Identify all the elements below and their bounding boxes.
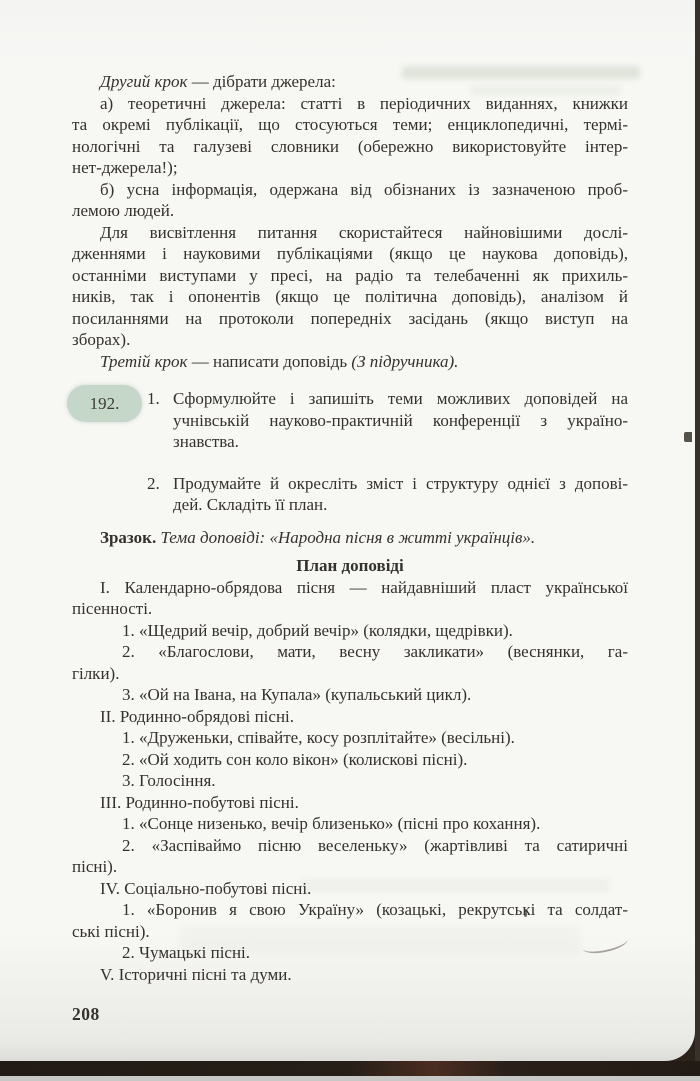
text-line: 2. «Благослови, мати, весну закликати» (веснянки, га- xyxy=(122,642,628,661)
item-number: 2. xyxy=(147,473,160,493)
text-line: гілки). xyxy=(72,663,120,683)
text-line: ІІІ. Родинно-побутові пісні. xyxy=(100,792,299,812)
text-line: та окремі публікації, що стосуються теми; енциклопедичні, термі- xyxy=(72,115,628,134)
scanner-background-strip xyxy=(0,1076,700,1081)
scan-edge-mark xyxy=(684,432,692,442)
text-line: 1. «Сонце низенько, вечір близенько» (пісні про кохання). xyxy=(122,814,541,833)
exercise-192 xyxy=(72,388,628,516)
text-line: 1. «Друженьки, співайте, косу розплітайте» (весільні). xyxy=(122,728,515,747)
text-line: І. Календарно-обрядова пісня — найдавніший пласт української xyxy=(100,577,628,597)
text-line: зборах). xyxy=(72,330,131,349)
exercise-items xyxy=(147,388,628,516)
text-line: 2. «Ой ходить сон коло вікон» (колискові пісні). xyxy=(122,749,468,769)
text-line: б) усна інформація, одержана від обізнаних із зазначеною проб- xyxy=(100,179,628,199)
page-number: 208 xyxy=(72,1004,100,1024)
text-line: лемою людей. xyxy=(72,201,175,220)
text-line: посиланнями на протоколи попередніх засідань (якщо виступ на xyxy=(72,308,628,328)
text-line: дженнями і науковими публікаціями (якщо це наукова доповідь), xyxy=(72,244,628,263)
text-line: пісні). xyxy=(72,857,118,876)
text-line: 1. «Щедрий вечір, добрий вечір» (колядки, щедрівки). xyxy=(122,620,513,640)
text-line: ників, так і опонентів (якщо це політична доповідь), аналізом й xyxy=(72,287,628,306)
scan-edge-right xyxy=(695,0,700,1061)
sample-answer-line xyxy=(72,527,628,549)
text-line: нологічні та галузеві словники (обережно використовуйте інтер- xyxy=(72,136,628,156)
text-line: останніми виступами у пресі, на радіо та телебаченні як прихиль- xyxy=(72,265,628,285)
plan-text xyxy=(72,577,628,986)
text-line: 2. Чумацькі пісні. xyxy=(122,943,251,962)
text-line: 2. «Заспіваймо пісню веселеньку» (жартівливі та сатиричні xyxy=(122,835,628,855)
exercise-item xyxy=(147,388,628,453)
text-line: а) теоретичні джерела: статті в періодичних виданнях, книжки xyxy=(100,93,628,113)
text-line: ські пісні). xyxy=(72,921,150,941)
text-line: пісенності. xyxy=(72,599,153,618)
text-line: ІІ. Родинно-обрядові пісні. xyxy=(100,706,295,726)
text-line: Зразок. Тема доповіді: «Народна пісня в житті українців». xyxy=(100,527,536,547)
book-edge-bar xyxy=(0,1061,700,1076)
text-line: 3. «Ой на Івана, на Купала» (купальський цикл). xyxy=(122,685,472,704)
text-line: дей. Складіть її план. xyxy=(173,495,328,514)
intro-text xyxy=(72,71,628,372)
text-line: знавства. xyxy=(173,432,239,451)
item-number: 1. xyxy=(147,389,160,408)
text-line: Для висвітлення питання скористайтеся найновішими дослі- xyxy=(100,222,628,242)
exercise-item xyxy=(147,473,628,516)
plan-title: План доповіді xyxy=(296,556,404,575)
text-line: V. Історичні пісні та думи. xyxy=(100,964,292,984)
text-line: IV. Соціально-побутові пісні. xyxy=(100,878,312,898)
text-line: Продумайте й окресліть зміст і структуру однієї з допові- xyxy=(173,473,628,493)
text-line: нет-джерела!); xyxy=(72,158,178,177)
text-line: 3. Голосіння. xyxy=(122,771,216,790)
text-line: Сформулюйте і запишіть теми можливих доповідей на xyxy=(173,389,628,408)
text-line: 1. «Боронив я свою Україну» (козацькі, рекрутські та солдат- xyxy=(122,900,628,919)
text-line: учнівській науково-практичній конференції з україно- xyxy=(173,410,628,430)
exercise-number-badge: 192. xyxy=(67,385,142,422)
text-line: Третій крок — написати доповідь (З підручника). xyxy=(100,351,459,371)
text-line: Другий крок — дібрати джерела: xyxy=(100,72,336,91)
